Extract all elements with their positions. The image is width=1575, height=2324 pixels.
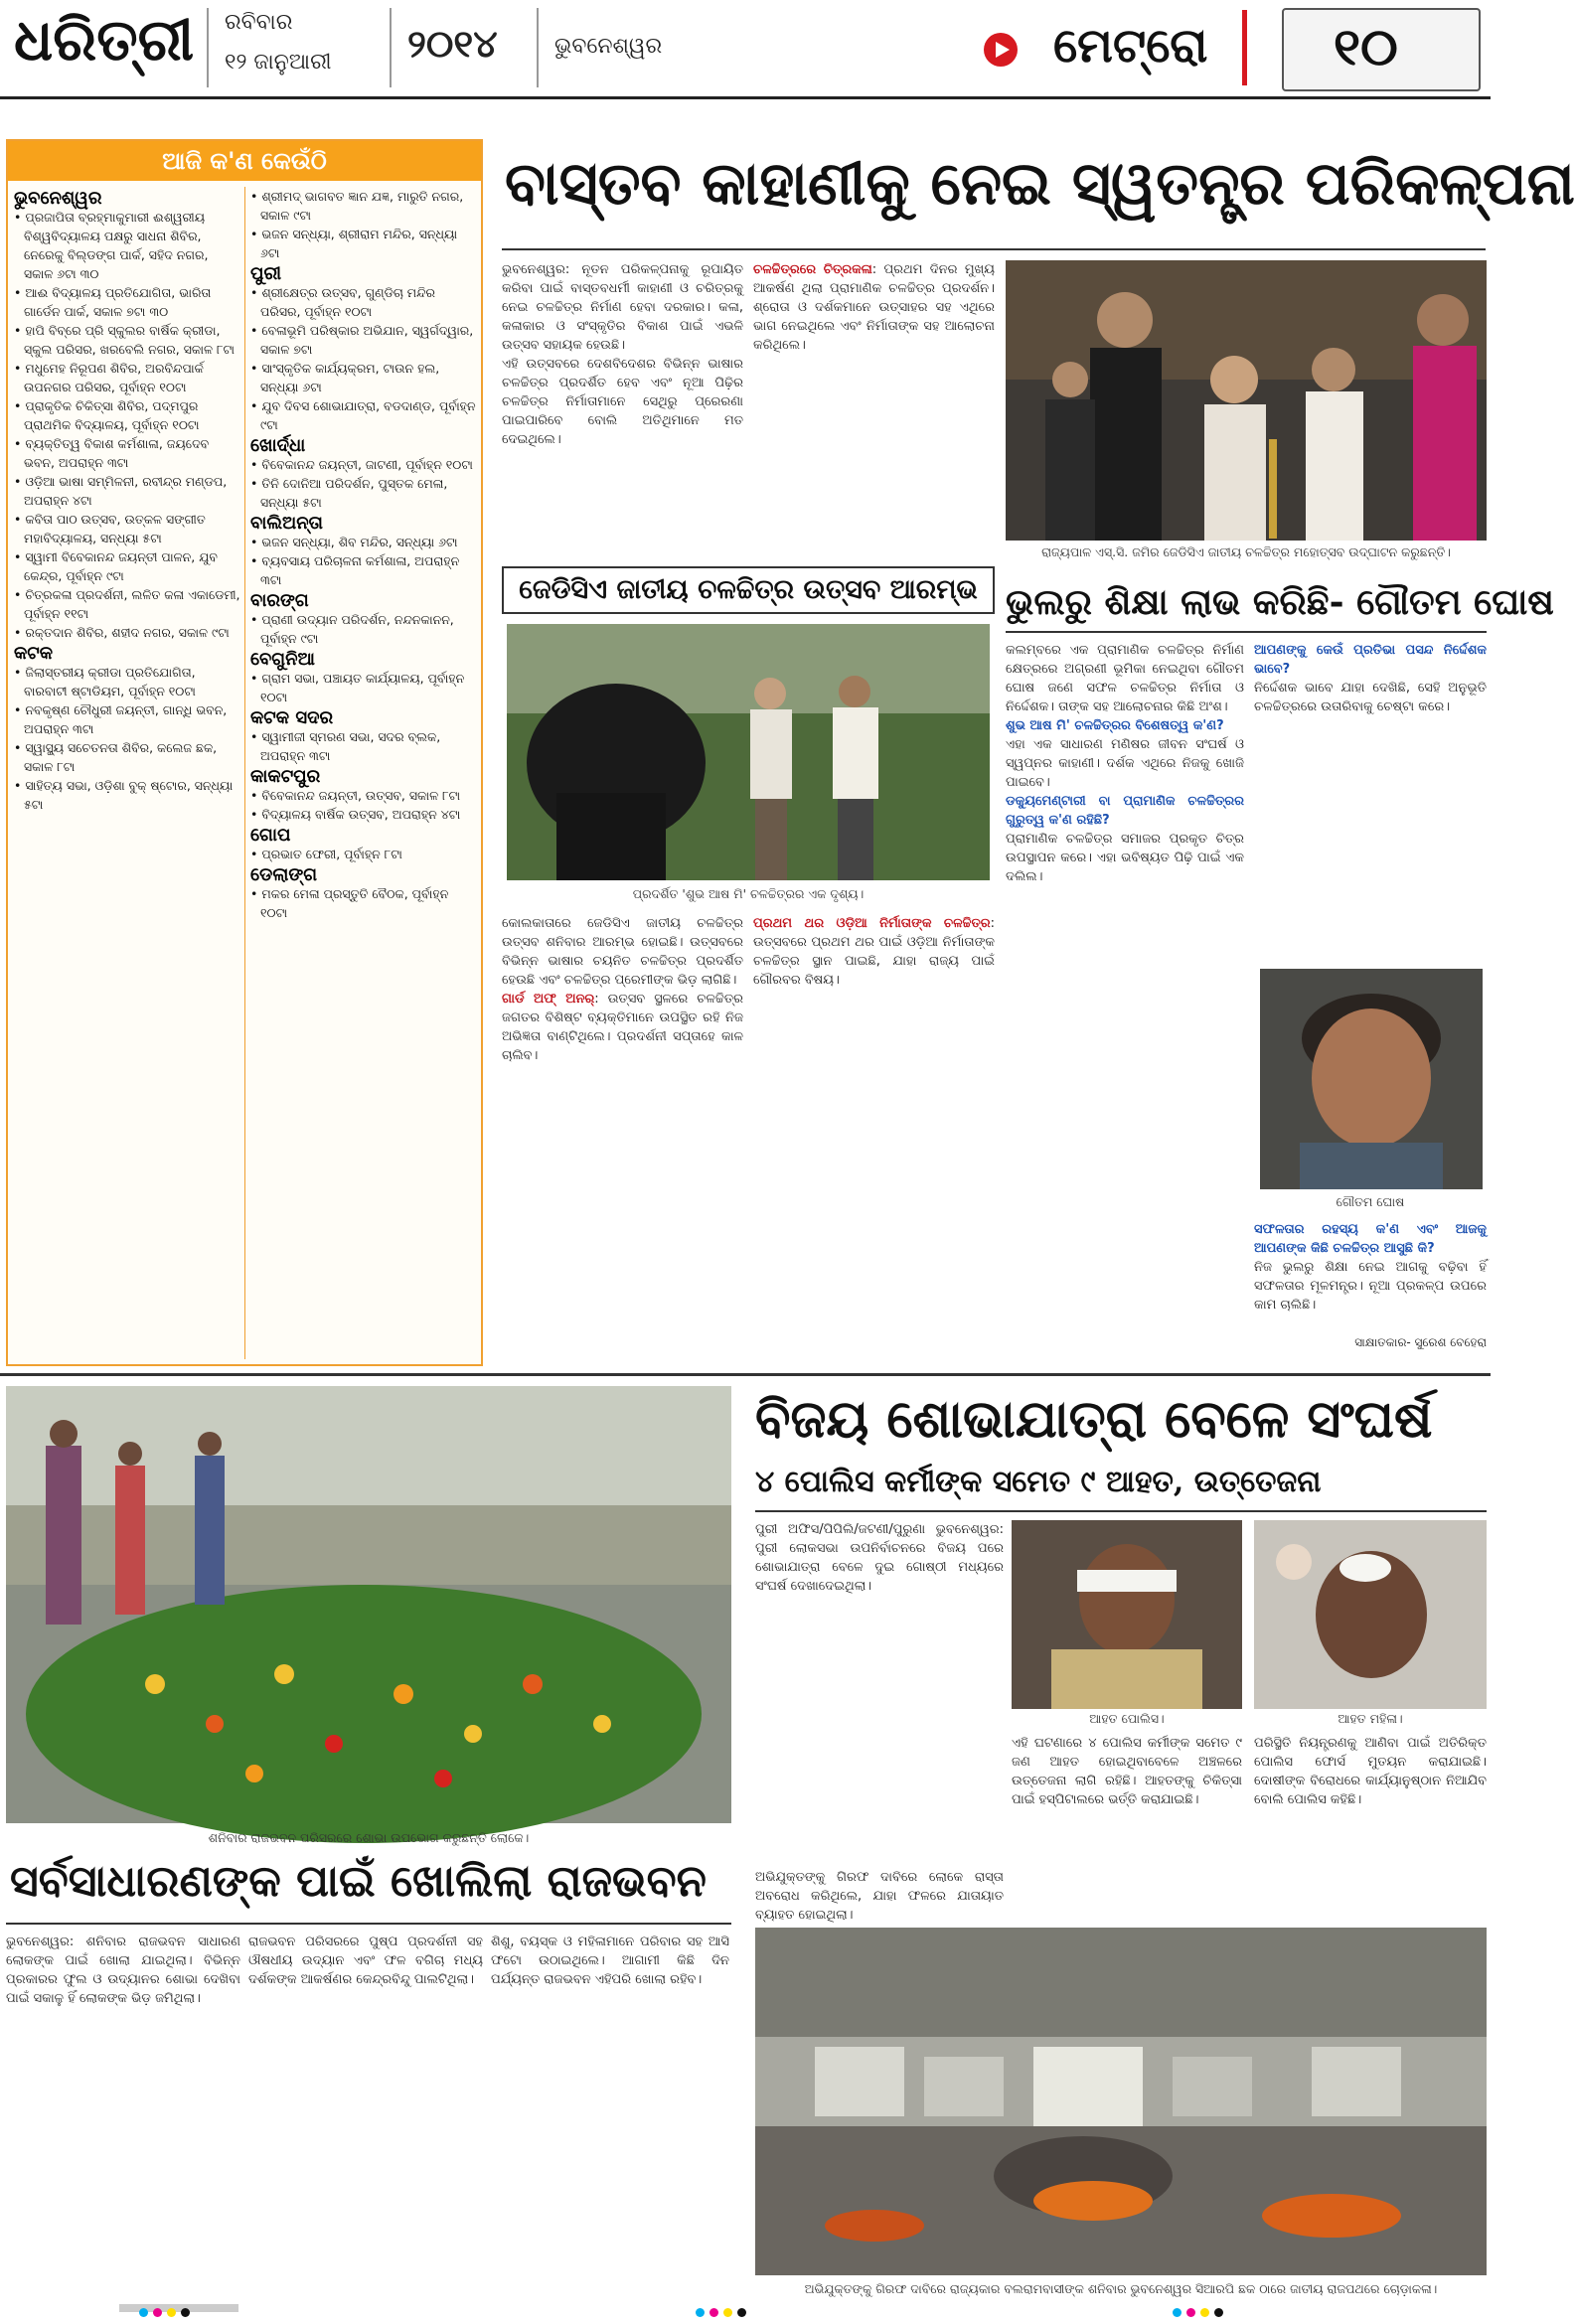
- newspaper-logo: ଧରିତ୍ରୀ: [14, 6, 195, 74]
- rajbhavan-headline: ସର୍ବସାଧାରଣଙ୍କ ପାଇଁ ଖୋଲିଲା ରାଜଭବନ: [10, 1856, 707, 1907]
- sidebar-city-heading: ଡେଲାଙ୍ଗ: [250, 864, 318, 885]
- sidebar-column-2: [250, 187, 477, 1359]
- divider: [502, 248, 1486, 250]
- interview-answer-1: ନିର୍ଦ୍ଦେଶକ ଭାବେ ଯାହା ଦେଖିଛି, ସେହି ଅନୁଭୂତି ଚଳଚ୍ଚିତ୍ରରେ ଉତାରିବାକୁ ଚେଷ୍ଟା କରେ।: [1254, 681, 1487, 714]
- issue-date: ୧୨ ଜାନୁଆରୀ: [225, 50, 332, 75]
- events-sidebar: [6, 139, 483, 1366]
- gautam-ghosh-caption: ଗୌତମ ଘୋଷ: [1336, 1194, 1405, 1209]
- sidebar-event-item: • ଶ୍ରୀମଦ୍ ଭାଗବତ ଜ୍ଞାନ ଯଜ୍ଞ, ମାରୁତି ନଗର, ସକାଳ ୯ଟା: [250, 187, 477, 225]
- cyan-dot: [139, 2308, 148, 2317]
- page-number: ୧୦: [1334, 18, 1398, 77]
- sidebar-event-item: • ନବକୃଷ୍ଣ ଚୌଧୁରୀ ଜୟନ୍ତୀ, ଗାନ୍ଧି ଭବନ, ଅପରାହ୍ନ ୩ଟା: [14, 700, 240, 738]
- injured-police-illustration: [1012, 1520, 1242, 1709]
- sidebar-event-item: • ଯୁବ ଦିବସ ଶୋଭାଯାତ୍ରା, ବଡଦାଣ୍ଡ, ପୂର୍ବାହ୍ନ ୯ଟା: [250, 396, 477, 434]
- black-dot: [1214, 2308, 1223, 2317]
- interview-question-1: ଆପଣଙ୍କୁ କେଉଁ ପ୍ରତିଭା ପସନ୍ଦ ନିର୍ଦ୍ଦେଶକ ଭାବେ?: [1254, 643, 1487, 677]
- film-still-caption: ପ୍ରଦର୍ଶିତ 'ଶୁଭ ଆଷ ମି' ଚଳଚ୍ଚିତ୍ରର ଏକ ଦୃଶ୍ୟ।: [632, 886, 865, 901]
- sidebar-event-item: • ଶ୍ରୀକ୍ଷେତ୍ର ଉତ୍ସବ, ଗୁଣ୍ଡିଚା ମନ୍ଦିର ପରିସର, ପୂର୍ବାହ୍ନ ୧୦ଟା: [250, 283, 477, 321]
- sidebar-city-heading: ଗୋପ: [250, 825, 291, 846]
- sidebar-event-item: • ଭଜନ ସନ୍ଧ୍ୟା, ଶ୍ରୀରାମ ମନ୍ଦିର, ସନ୍ଧ୍ୟା ୬ଟା: [250, 225, 477, 262]
- injured-woman-illustration: [1254, 1520, 1487, 1709]
- clash-column-3: [1254, 1734, 1487, 1913]
- sidebar-event-item: • ରକ୍ତଦାନ ଶିବିର, ଶହୀଦ ନଗର, ସକାଳ ୯ଟା: [14, 623, 240, 642]
- governor-photo-illustration: [1006, 260, 1487, 541]
- clash-para1: ପୁରୀ ଅଫିସ/ପିପିଲି/ଜଟଣୀ/ପୁରୁଣା ଭୁବନେଶ୍ୱର: ପୁରୀ ଲୋକସଭା ଉପନିର୍ବାଚନରେ ବିଜୟ ପରେ ଶୋଭାଯାତ୍ରା ବେଳେ ଦୁଇ ଗୋଷ୍ଠୀ ମଧ୍ୟରେ ସଂଘର୍ଷ ଦେଖାଦେଇଥିଲା।: [755, 1522, 1004, 1594]
- interview-headline: ଭୁଲରୁ ଶିକ୍ଷା ଲାଭ କରିଛି- ଗୌତମ ଘୋଷ: [1006, 581, 1554, 623]
- color-dots: [696, 2302, 785, 2321]
- magenta-dot: [153, 2308, 162, 2317]
- divider: [6, 1923, 731, 1925]
- black-dot: [737, 2308, 746, 2317]
- story2-headline: ଜେଡିସିଏ ଜାତୀୟ ଚଳଚ୍ଚିତ୍ର ଉତ୍ସବ ଆରମ୍ଭ: [502, 566, 995, 614]
- magenta-dot: [1186, 2308, 1195, 2317]
- edition-city: ଭୁବନେଶ୍ୱର: [554, 34, 663, 59]
- story2-para3: ଉତ୍ସବରେ ପ୍ରଥମ ଥର ପାଇଁ ଓଡ଼ିଆ ନିର୍ମାତାଙ୍କ ଚଳଚ୍ଚିତ୍ର ସ୍ଥାନ ପାଇଛି, ଯାହା ରାଜ୍ୟ ପାଇଁ ଗୌରବର ବିଷୟ।: [753, 935, 995, 988]
- governor-photo: [1006, 260, 1487, 541]
- page-number-box: [1282, 8, 1481, 91]
- governor-photo-caption: ରାଜ୍ୟପାଳ ଏସ୍.ସି. ଜମିର ଜେଡିସିଏ ଜାତୀୟ ଚଳଚ୍ଚିତ୍ର ମହୋତ୍ସବ ଉଦ୍‌ଘାଟନ କରୁଛନ୍ତି।: [1041, 544, 1451, 559]
- story1-headline: ବାସ୍ତବ କାହାଣୀକୁ ନେଇ ସ୍ୱତନ୍ତ୍ର ପରିକଳ୍ପନା: [505, 149, 1575, 219]
- yellow-dot: [723, 2308, 732, 2317]
- interview-column-3: [1254, 1220, 1487, 1329]
- story2-subhead-1: ଗାର୍ଡ ଅଫ୍ ଅନର୍: [502, 992, 595, 1007]
- gautam-ghosh-photo: [1260, 969, 1483, 1189]
- sidebar-event-item: • ବିଦ୍ୟାଳୟ ବାର୍ଷିକ ଉତ୍ସବ, ଅପରାହ୍ନ ୪ଟା: [250, 805, 477, 824]
- divider: [207, 8, 209, 87]
- sidebar-event-item: • କବିତା ପାଠ ଉତ୍ସବ, ଉତ୍କଳ ସଙ୍ଗୀତ ମହାବିଦ୍ୟାଳୟ, ସନ୍ଧ୍ୟା ୫ଟା: [14, 510, 240, 547]
- portrait-illustration: [1260, 969, 1483, 1189]
- interview-column-2: [1254, 641, 1487, 959]
- sidebar-event-item: • ବ୍ୟକ୍ତିତ୍ୱ ବିକାଶ କର୍ମଶାଳା, ଜୟଦେବ ଭବନ, ଅପରାହ୍ନ ୩ଟା: [14, 434, 240, 472]
- sidebar-event-item: • ମଧୁମେହ ନିରୂପଣ ଶିବିର, ଅରବିନ୍ଦପାର୍କ ଉପନଗର ପରିସର, ପୂର୍ବାହ୍ନ ୧୦ଟା: [14, 359, 240, 396]
- divider: [755, 1510, 1487, 1512]
- sidebar-event-item: • ପ୍ରାଣୀ ଉଦ୍ୟାନ ପରିଦର୍ଶନ, ନନ୍ଦନକାନନ, ପୂର୍ବାହ୍ନ ୯ଟା: [250, 610, 477, 648]
- sidebar-event-item: • ହାପି ବିବ୍ରେ ପ୍ରି ସ୍କୁଲର ବାର୍ଷିକ କ୍ରୀଡା, ସ୍କୁଲ ପରିସର, ଖରବେଲି ନଗର, ସକାଳ ୮ଟା: [14, 321, 240, 359]
- interview-answer-4: ନିଜ ଭୁଲରୁ ଶିକ୍ଷା ନେଇ ଆଗକୁ ବଢ଼ିବା ହିଁ ସଫଳତାର ମୂଳମନ୍ତ୍ର। ନୂଆ ପ୍ରକଳ୍ପ ଉପରେ କାମ ଚାଲିଛି।: [1254, 1260, 1487, 1313]
- story2-column-1: କୋଲକାତାରେ ଜେଡିସିଏ ଜାତୀୟ ଚଳଚ୍ଚିତ୍ର ଉତ୍ସବ ଶନିବାର ଆରମ୍ଭ ହୋଇଛି। ଉତ୍ସବରେ ବିଭିନ୍ନ ଭାଷାର ଚୟନିତ ଚଳଚ୍ଚିତ୍ର ପ୍ରଦର୍ଶିତ ହେଉଛି ଏବଂ ଚଳଚ୍ଚିତ୍ର ପ୍ରେମୀଙ୍କ ଭିଡ଼ ଲାଗିଛି। ଗାର୍ଡ ଅଫ୍ ଅନର୍: ଉତ୍ସବ ସ୍ଥଳରେ ଚଳଚ୍ଚିତ୍ର ଜଗତର ବିଶିଷ୍ଟ ବ୍ୟକ୍ତିମାନେ ଉପସ୍ଥିତ ରହି ନିଜ ଅଭିଜ୍ଞତା ବାଣ୍ଟିଥିଲେ। ପ୍ରଦର୍ଶନୀ ସପ୍ତାହେ କାଳ ଚାଲିବ।: [502, 916, 743, 1063]
- injured-woman-caption: ଆହତ ମହିଳା।: [1338, 1711, 1403, 1726]
- film-still-photo: [507, 624, 990, 880]
- sidebar-city-heading: ପୁରୀ: [250, 263, 282, 284]
- sidebar-event-item: • ସାହିତ୍ୟ ସଭା, ଓଡ଼ିଶା ବୁକ୍ ଷ୍ଟୋର, ସନ୍ଧ୍ୟା ୫ଟା: [14, 776, 240, 814]
- flower-garden-photo: [6, 1386, 731, 1823]
- rajbhavan-para2: ରାଜଭବନ ପରିସରରେ ପୁଷ୍ପ ପ୍ରଦର୍ଶନୀ ସହ ଔଷଧୀୟ ଉଦ୍ୟାନ ଏବଂ ଫଳ ବଗିଚା ମଧ୍ୟ ଦର୍ଶକଙ୍କ ଆକର୍ଷଣର କେନ୍ଦ୍ରବିନ୍ଦୁ ପାଲଟିଥିଲା।: [248, 1935, 483, 1987]
- sidebar-city-heading: ବେଗୁନିଆ: [250, 649, 315, 670]
- interview-question-3: ଡକ୍ୟୁମେଣ୍ଟାରୀ ବା ପ୍ରାମାଣିକ ଚଳଚ୍ଚିତ୍ରର ଗୁରୁତ୍ୱ କ'ଣ ରହିଛି?: [1006, 794, 1244, 828]
- sidebar-event-item: • ସ୍ୱାମୀଜୀ ସ୍ମରଣ ସଭା, ସଦର ବ୍ଲକ, ଅପରାହ୍ନ ୩ଟା: [250, 727, 477, 765]
- sidebar-event-item: • ମକର ମେଳା ପ୍ରସ୍ତୁତି ବୈଠକ, ପୂର୍ବାହ୍ନ ୧୦ଟା: [250, 884, 477, 922]
- section-divider: [0, 1373, 1491, 1376]
- sidebar-city-heading: କଟକ ସଦର: [250, 707, 334, 728]
- sidebar-city-heading: କଟକ: [14, 643, 54, 664]
- film-still-illustration: [507, 624, 990, 880]
- rajbhavan-column-3: [491, 1933, 729, 2290]
- injured-police-photo: [1012, 1520, 1242, 1709]
- sidebar-city-heading: ଖୋର୍ଦ୍ଧା: [250, 435, 306, 456]
- divider: [1006, 631, 1487, 633]
- sidebar-title: ଆଜି କ'ଣ କେଉଁଠି: [8, 141, 481, 181]
- masthead: [0, 0, 1491, 99]
- sidebar-event-item: • ସ୍ୱାସ୍ଥ୍ୟ ସଚେତନତା ଶିବିର, କଲେଜ ଛକ, ସକାଳ ୮ଟା: [14, 738, 240, 776]
- sidebar-event-item: • ଭଜନ ସନ୍ଧ୍ୟା, ଶିବ ମନ୍ଦିର, ସନ୍ଧ୍ୟା ୬ଟା: [250, 533, 477, 551]
- cyan-dot: [696, 2308, 705, 2317]
- story2-para2: ଉତ୍ସବ ସ୍ଥଳରେ ଚଳଚ୍ଚିତ୍ର ଜଗତର ବିଶିଷ୍ଟ ବ୍ୟକ୍ତିମାନେ ଉପସ୍ଥିତ ରହି ନିଜ ଅଭିଜ୍ଞତା ବାଣ୍ଟିଥିଲେ। ପ୍ରଦର୍ଶନୀ ସପ୍ତାହେ କାଳ ଚାଲିବ।: [502, 992, 743, 1063]
- flower-garden-caption: ଶନିବାର ରାଜଭବନ ପରିସରରେ ଶୋଭା ଉପଭୋଗ କରୁଛନ୍ତି ଲୋକେ।: [208, 1830, 530, 1845]
- sidebar-event-item: • ସ୍ୱାମୀ ବିବେକାନନ୍ଦ ଜୟନ୍ତୀ ପାଳନ, ଯୁବ କେନ୍ଦ୍ର, ପୂର୍ବାହ୍ନ ୯ଟା: [14, 547, 240, 585]
- issue-year: ୨୦୧୪: [407, 22, 498, 66]
- sidebar-event-item: • ଓଡ଼ିଆ ଭାଷା ସମ୍ମିଳନୀ, ରବୀନ୍ଦ୍ର ମଣ୍ଡପ, ଅପରାହ୍ନ ୪ଟା: [14, 472, 240, 510]
- clash-para2: ଏହି ଘଟଣାରେ ୪ ପୋଲିସ କର୍ମୀଙ୍କ ସମେତ ୯ ଜଣ ଆହତ ହୋଇଥିବାବେଳେ ଅଞ୍ଚଳରେ ଉତ୍ତେଜନା ଲାଗି ରହିଛି। ଆହତଙ୍କୁ ଚିକିତ୍ସା ପାଇଁ ହସ୍ପିଟାଲରେ ଭର୍ତ୍ତି କରାଯାଇଛି।: [1012, 1736, 1242, 1807]
- sidebar-event-item: • ପ୍ରାକୃତିକ ଚିକିତ୍ସା ଶିବିର, ପଦ୍ମପୁର ପ୍ରାଥମିକ ବିଦ୍ୟାଳୟ, ପୂର୍ବାହ୍ନ ୧୦ଟା: [14, 396, 240, 434]
- clash-subheadline: ୪ ପୋଲିସ କର୍ମୀଙ୍କ ସମେତ ୯ ଆହତ, ଉତ୍ତେଜନା: [755, 1465, 1322, 1499]
- interview-column-1: [1006, 641, 1244, 1346]
- print-registration-bar: [0, 2294, 1491, 2324]
- yellow-dot: [167, 2308, 176, 2317]
- sidebar-event-item: • ଗ୍ରାମ ସଭା, ପଞ୍ଚାୟତ କାର୍ଯ୍ୟାଳୟ, ପୂର୍ବାହ୍ନ ୧୦ଟା: [250, 669, 477, 706]
- flower-garden-illustration: [6, 1386, 731, 1823]
- sidebar-event-item: • ତିନି ଦୋନିଆ ପରିଦର୍ଶନ, ପୁସ୍ତକ ମେଳା, ସନ୍ଧ୍ୟା ୫ଟା: [250, 474, 477, 512]
- sidebar-event-item: • ସାଂସ୍କୃତିକ କାର୍ଯ୍ୟକ୍ରମ, ଟାଉନ ହଲ, ସନ୍ଧ୍ୟା ୬ଟା: [250, 359, 477, 396]
- sidebar-event-item: • ଚିତ୍ରକଳା ପ୍ରଦର୍ଶନୀ, ଲଳିତ କଳା ଏକାଡେମୀ, ପୂର୍ବାହ୍ନ ୧୧ଟା: [14, 585, 240, 623]
- rajbhavan-column-2: [248, 1933, 483, 2290]
- story1-para3: ପ୍ରଥମ ଦିନର ମୁଖ୍ୟ ଆକର୍ଷଣ ଥିଲା ପ୍ରାମାଣିକ ଚଳଚ୍ଚିତ୍ର ପ୍ରଦର୍ଶନ। ଶ୍ରୋତା ଓ ଦର୍ଶକମାନେ ଉତ୍ସାହର ସହ ଏଥିରେ ଭାଗ ନେଇଥିଲେ ଏବଂ ନିର୍ମାତାଙ୍କ ସହ ଆଲୋଚନା କରିଥିଲେ।: [753, 262, 995, 353]
- sidebar-event-item: • ପ୍ରଜାପିତା ବ୍ରହ୍ମାକୁମାରୀ ଈଶ୍ୱରୀୟ ବିଶ୍ୱବିଦ୍ୟାଳୟ ପକ୍ଷରୁ ସାଧନା ଶିବିର, ନେରେକୁ ବିଲ୍ଡଙ୍ଗ ପାର୍କ, ସହିଦ ନଗର, ସକାଳ ୬ଟା ୩୦: [14, 208, 240, 283]
- yellow-dot: [1200, 2308, 1209, 2317]
- sidebar-city-heading: ଭୁବନେଶ୍ୱର: [14, 188, 102, 209]
- interview-credit: ସାକ୍ଷାତକାର- ସୁରେଶ ବେହେରା: [1354, 1335, 1487, 1349]
- interview-answer-3: ପ୍ରାମାଣିକ ଚଳଚ୍ଚିତ୍ର ସମାଜର ପ୍ରକୃତ ଚିତ୍ର ଉପସ୍ଥାପନ କରେ। ଏହା ଭବିଷ୍ୟତ ପିଢ଼ି ପାଇଁ ଏକ ଦଲିଲ।: [1006, 832, 1244, 884]
- road-blockade-illustration: [755, 1928, 1487, 2275]
- story1-column-2: ଚଳଚ୍ଚିତ୍ରରେ ଚିତ୍ରକଳା: ପ୍ରଥମ ଦିନର ମୁଖ୍ୟ ଆକର୍ଷଣ ଥିଲା ପ୍ରାମାଣିକ ଚଳଚ୍ଚିତ୍ର ପ୍ରଦର୍ଶନ। ଶ୍ରୋତା ଓ ଦର୍ଶକମାନେ ଉତ୍ସାହର ସହ ଏଥିରେ ଭାଗ ନେଇଥିଲେ ଏବଂ ନିର୍ମାତାଙ୍କ ସହ ଆଲୋଚନା କରିଥିଲେ।: [753, 262, 995, 353]
- sidebar-event-item: • ଆଈ ବିଦ୍ୟାଳୟ ପ୍ରତିଯୋଗିତା, ଭାରିତା ଗାର୍ଡେନ ପାର୍କ, ସକାଳ ୭ଟା ୩୦: [14, 283, 240, 321]
- clash-column-2: [1012, 1734, 1242, 1913]
- story1-para1: ଭୁବନେଶ୍ୱର: ନୂତନ ପରିକଳ୍ପନାକୁ ରୂପାୟିତ କରିବା ପାଇଁ ବାସ୍ତବଧର୍ମୀ କାହାଣୀ ଓ ଚରିତ୍ରକୁ ନେଇ ଚଳଚ୍ଚିତ୍ର ନିର୍ମାଣ ହେବା ଦରକାର। କଳା, କଳାକାର ଓ ସଂସ୍କୃତିର ବିକାଶ ପାଇଁ ଏଭଳି ଉତ୍ସବ ସହାୟକ ହେଉଛି।: [502, 262, 743, 353]
- sidebar-event-item: • ବ୍ୟବସାୟ ପରିଚାଳନା କର୍ମଶାଳା, ଅପରାହ୍ନ ୩ଟା: [250, 551, 477, 589]
- magenta-dot: [709, 2308, 718, 2317]
- sidebar-city-heading: ବାରଙ୍ଗ: [250, 590, 309, 611]
- sidebar-city-heading: ବାଲିଅନ୍ତା: [250, 513, 323, 534]
- rajbhavan-column-1: [6, 1933, 240, 2290]
- story2-para1: କୋଲକାତାରେ ଜେଡିସିଏ ଜାତୀୟ ଚଳଚ୍ଚିତ୍ର ଉତ୍ସବ ଶନିବାର ଆରମ୍ଭ ହୋଇଛି। ଉତ୍ସବରେ ବିଭିନ୍ନ ଭାଷାର ଚୟନିତ ଚଳଚ୍ଚିତ୍ର ପ୍ରଦର୍ଶିତ ହେଉଛି ଏବଂ ଚଳଚ୍ଚିତ୍ର ପ୍ରେମୀଙ୍କ ଭିଡ଼ ଲାଗିଛି।: [502, 916, 743, 988]
- clash-column-1-end: [755, 1868, 1004, 1923]
- story1-column-1: [502, 260, 743, 553]
- clash-para3: ପରିସ୍ଥିତି ନିୟନ୍ତ୍ରଣକୁ ଆଣିବା ପାଇଁ ଅତିରିକ୍ତ ପୋଲିସ ଫୋର୍ସ ମୁତୟନ କରାଯାଇଛି। ଦୋଷୀଙ୍କ ବିରୋଧରେ କାର୍ଯ୍ୟାନୁଷ୍ଠାନ ନିଆଯିବ ବୋଲି ପୋଲିସ କହିଛି।: [1254, 1736, 1487, 1807]
- story2-column-2: ପ୍ରଥମ ଥର ଓଡ଼ିଆ ନିର୍ମାତାଙ୍କ ଚଳଚ୍ଚିତ୍ର: ଉତ୍ସବରେ ପ୍ରଥମ ଥର ପାଇଁ ଓଡ଼ିଆ ନିର୍ମାତାଙ୍କ ଚଳଚ୍ଚିତ୍ର ସ୍ଥାନ ପାଇଛି, ଯାହା ରାଜ୍ୟ ପାଇଁ ଗୌରବର ବିଷୟ।: [753, 916, 995, 988]
- section-name: ମେଟ୍ରୋ: [1053, 18, 1208, 74]
- clash-column-1: [755, 1520, 1004, 1863]
- story1-para2: ଏହି ଉତ୍ସବରେ ଦେଶବିଦେଶର ବିଭିନ୍ନ ଭାଷାର ଚଳଚ୍ଚିତ୍ର ପ୍ରଦର୍ଶିତ ହେବ ଏବଂ ନୂଆ ପିଢ଼ିର ଚଳଚ୍ଚିତ୍ର ନିର୍ମାତାମାନେ ସେଥିରୁ ପ୍ରେରଣା ପାଇପାରିବେ ବୋଲି ଅତିଥିମାନେ ମତ ଦେଇଥିଲେ।: [502, 357, 743, 447]
- sidebar-event-item: • ବେଳାଭୂମି ପରିଷ୍କାର ଅଭିଯାନ, ସ୍ୱର୍ଗଦ୍ୱାର, ସକାଳ ୭ଟା: [250, 321, 477, 359]
- sidebar-event-item: • ବିବେକାନନ୍ଦ ଜୟନ୍ତୀ, ଉତ୍ସବ, ସକାଳ ୮ଟା: [250, 786, 477, 805]
- clash-para4: ଅଭିଯୁକ୍ତଙ୍କୁ ଗିରଫ ଦାବିରେ ଲୋକେ ରାସ୍ତା ଅବରୋଧ କରିଥିଲେ, ଯାହା ଫଳରେ ଯାତାୟାତ ବ୍ୟାହତ ହୋଇଥିଲା।: [755, 1870, 1004, 1923]
- rajbhavan-para3: ଶିଶୁ, ବୟସ୍କ ଓ ମହିଳାମାନେ ପରିବାର ସହ ଆସି ଫଟୋ ଉଠାଇଥିଲେ। ଆଗାମୀ କିଛି ଦିନ ପର୍ଯ୍ୟନ୍ତ ରାଜଭବନ ଏହିପରି ଖୋଲା ରହିବ।: [491, 1935, 729, 1987]
- interview-intro: କଲମ୍ବରେ ଏକ ପ୍ରାମାଣିକ ଚଳଚ୍ଚିତ୍ର ନିର୍ମାଣ କ୍ଷେତ୍ରରେ ଅଗ୍ରଣୀ ଭୂମିକା ନେଇଥିବା ଗୌତମ ଘୋଷ ଜଣେ ସଫଳ ଚଳଚ୍ଚିତ୍ର ନିର୍ମାତା ଓ ନିର୍ଦ୍ଦେଶକ। ତାଙ୍କ ସହ ଆଲୋଚନାର କିଛି ଅଂଶ।: [1006, 643, 1244, 714]
- rajbhavan-para1: ଭୁବନେଶ୍ୱର: ଶନିବାର ରାଜଭବନ ସାଧାରଣ ଲୋକଙ୍କ ପାଇଁ ଖୋଲା ଯାଇଥିଲା। ବିଭିନ୍ନ ପ୍ରକାରର ଫୁଲ ଓ ଉଦ୍ୟାନର ଶୋଭା ଦେଖିବା ପାଇଁ ସକାଳୁ ହିଁ ଲୋକଙ୍କ ଭିଡ଼ ଜମିଥିଲା।: [6, 1935, 240, 2006]
- black-dot: [181, 2308, 190, 2317]
- injured-woman-photo: [1254, 1520, 1487, 1709]
- divider: [390, 8, 392, 87]
- interview-question-4: ସଫଳତାର ରହସ୍ୟ କ'ଣ ଏବଂ ଆଜକୁ ଆପଣଙ୍କ କିଛି ଚଳଚ୍ଚିତ୍ର ଆସୁଛି କି?: [1254, 1222, 1487, 1256]
- issue-day: ରବିବାର: [225, 10, 293, 35]
- sidebar-city-heading: କାକଟପୁର: [250, 766, 321, 787]
- road-blockade-photo: [755, 1928, 1487, 2275]
- injured-police-caption: ଆହତ ପୋଲିସ।: [1089, 1711, 1165, 1726]
- sidebar-event-item: • ବିବେକାନନ୍ଦ ଜୟନ୍ତୀ, ଜାଟଣୀ, ପୂର୍ବାହ୍ନ ୧୦ଟା: [250, 455, 477, 474]
- clash-headline: ବିଜୟ ଶୋଭାଯାତ୍ରା ବେଳେ ସଂଘର୍ଷ: [755, 1389, 1433, 1450]
- sidebar-event-item: • ଜିଲାସ୍ତରୀୟ କ୍ରୀଡା ପ୍ରତିଯୋଗିତା, ବାରବାଟୀ ଷ୍ଟାଡିୟମ, ପୂର୍ବାହ୍ନ ୧୦ଟା: [14, 663, 240, 700]
- story2-subhead-2: ପ୍ରଥମ ଥର ଓଡ଼ିଆ ନିର୍ମାତାଙ୍କ ଚଳଚ୍ଚିତ୍ର: [753, 916, 991, 931]
- divider: [537, 8, 539, 87]
- interview-question-2: ଶୁଭ ଆଷ ମି' ଚଳଚ୍ଚିତ୍ରର ବିଶେଷତ୍ୱ କ'ଣ?: [1006, 718, 1224, 733]
- play-icon: [984, 33, 1018, 67]
- cyan-dot: [1173, 2308, 1181, 2317]
- section-divider: [1242, 10, 1247, 85]
- story1-subhead: ଚଳଚ୍ଚିତ୍ରରେ ଚିତ୍ରକଳା: [753, 262, 872, 277]
- sidebar-column-1: [14, 187, 240, 1359]
- color-dots: [139, 2302, 229, 2321]
- column-divider: [244, 187, 245, 1359]
- interview-answer-2: ଏହା ଏକ ସାଧାରଣ ମଣିଷର ଜୀବନ ସଂଘର୍ଷ ଓ ସ୍ୱପ୍ନର କାହାଣୀ। ଦର୍ଶକ ଏଥିରେ ନିଜକୁ ଖୋଜି ପାଇବେ।: [1006, 737, 1244, 790]
- color-dots: [1173, 2302, 1262, 2321]
- road-blockade-caption: ଅଭିଯୁକ୍ତଙ୍କୁ ଗିରଫ ଦାବିରେ ରାଜ୍ୟକାର ବଲରାମବାସୀଙ୍କ ଶନିବାର ଭୁବନେଶ୍ୱର ସିଆରପି ଛକ ଠାରେ ଜାତୀୟ ରାଜପଥରେ ଚୋଡ଼ାକଳା।: [804, 2281, 1438, 2296]
- sidebar-event-item: • ପ୍ରଭାତ ଫେରୀ, ପୂର୍ବାହ୍ନ ୮ଟା: [250, 845, 477, 863]
